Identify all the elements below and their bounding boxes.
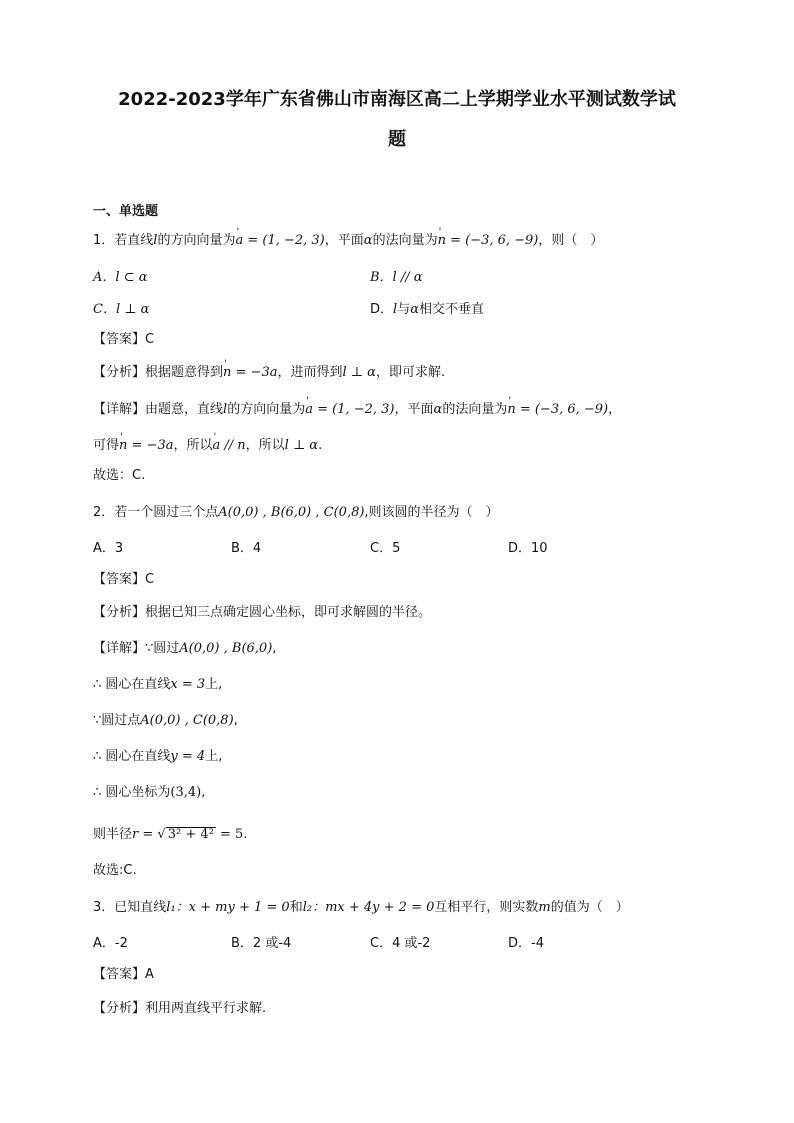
q1-analysis-equation: ' n = −3a xyxy=(223,364,277,382)
q1-vector-a: ' a = (1, −2, 3) xyxy=(305,401,394,419)
q1-detail-text: 的法向量为 xyxy=(442,402,508,417)
q3-option-d: D．-4 xyxy=(508,936,544,951)
q2-detail-line-4 xyxy=(93,748,222,766)
q1-analysis-tag: 【分析】 xyxy=(93,365,146,380)
q2-detail-text: 上, xyxy=(205,677,223,692)
q3-stem-text: 的值为（ ） xyxy=(550,900,629,915)
q2-detail-line-5 xyxy=(93,784,205,802)
q2-detail-text: . xyxy=(243,827,248,842)
q2-detail-text: , xyxy=(201,785,206,800)
q3-variable-m: m xyxy=(538,900,551,915)
q1-plane-alpha: α xyxy=(433,402,443,417)
q1-line-l: l xyxy=(393,302,398,317)
q2-detail-text: 上, xyxy=(205,749,223,764)
q2-detail-text: ∴ 圆心坐标为 xyxy=(93,785,171,800)
q2-answer: 【答案】C xyxy=(93,572,155,587)
q2-detail-text: ∵圆过点 xyxy=(93,713,141,728)
q1-option-c: C．l ⊥ α xyxy=(93,302,150,317)
q1-plane-alpha: α xyxy=(410,302,419,317)
q1-stem-text: ，则（ ） xyxy=(538,233,604,248)
q1-analysis xyxy=(93,364,445,382)
document-title-line-1: 2022-2023学年广东省佛山市南海区高二上学期学业水平测试数学试 xyxy=(118,89,676,110)
q2-detail-result: = 5 xyxy=(219,827,244,842)
q1-line-l: l xyxy=(153,233,158,248)
q1-detail-equation: ' n = −3a xyxy=(119,437,173,455)
q1-analysis-text: ，即可求解. xyxy=(375,365,446,380)
q2-detail-points: A(0,0) , C(0,8) xyxy=(140,713,234,728)
q1-option-d-text: 相交不垂直 xyxy=(418,302,484,317)
q1-stem-text: 的方向向量为 xyxy=(157,233,236,248)
q1-plane-alpha: α xyxy=(363,233,373,248)
q3-line-l1: l₁： xyxy=(166,900,189,915)
q1-answer: 【答案】C xyxy=(93,332,155,347)
q2-option-c: C．5 xyxy=(370,541,401,556)
q2-stem-text: ,则该圆的半径为（ ） xyxy=(364,505,499,520)
q2-option-b: B．4 xyxy=(231,541,262,556)
q1-stem-text: 的法向量为 xyxy=(372,233,438,248)
q1-option-a: A．l ⊂ α xyxy=(93,270,148,285)
q2-detail-line-2 xyxy=(93,676,222,694)
q1-option-b: B．l // α xyxy=(370,270,423,285)
q1-detail-text: . xyxy=(318,438,323,453)
q2-detail-sqrt: 3² + 4² xyxy=(167,827,214,842)
q1-analysis-perp: l ⊥ α xyxy=(342,365,376,380)
q2-detail-line-3 xyxy=(93,712,238,730)
q1-detail-text: ，平面 xyxy=(394,402,434,417)
q3-line-l2: l₂： xyxy=(302,900,326,915)
q2-detail-line-6 xyxy=(93,826,247,844)
q1-analysis-text: 根据题意得到 xyxy=(145,365,224,380)
q1-option-d xyxy=(370,301,484,319)
q2-stem-text: 2．若一个圆过三个点 xyxy=(93,505,219,520)
q2-detail-equation: (3,4) xyxy=(170,785,202,800)
q2-detail-equation: y = 4 xyxy=(170,749,206,764)
q3-stem-text: 3．已知直线 xyxy=(93,900,167,915)
q1-detail-text: ，所以 xyxy=(245,438,285,453)
q2-detail-line-1 xyxy=(93,640,276,658)
q1-detail-line-2 xyxy=(93,437,322,455)
q3-analysis: 【分析】利用两直线平行求解. xyxy=(93,1001,267,1016)
q2-detail-points: A(0,0) , B(6,0) xyxy=(179,641,273,656)
q2-detail-text: ∴ 圆心在直线 xyxy=(93,749,171,764)
section-heading: 一、单选题 xyxy=(93,204,159,219)
q2-detail-text: ∴ 圆心在直线 xyxy=(93,677,171,692)
q2-conclusion: 故选:C. xyxy=(93,863,137,878)
q2-points: A(0,0) , B(6,0) , C(0,8) xyxy=(218,505,365,520)
q1-stem-text: 1．若直线 xyxy=(93,233,154,248)
sqrt-symbol: √ xyxy=(157,827,166,842)
q1-detail-text: 由题意，直线 xyxy=(145,402,224,417)
q2-stem xyxy=(93,504,499,522)
q1-detail-text: 的方向向量为 xyxy=(227,402,306,417)
q3-option-c: C．4 或-2 xyxy=(370,936,431,951)
q2-detail-text: ∵圆过 xyxy=(145,641,180,656)
q3-stem-text: 和 xyxy=(289,900,303,915)
q1-conclusion: 故选：C. xyxy=(93,468,146,483)
q2-detail-radius: r = xyxy=(132,827,154,842)
q1-vector-n: ' n = (−3, 6, −9) xyxy=(507,401,608,419)
q1-stem xyxy=(93,232,603,250)
q1-vector-n: ' n = (−3, 6, −9) xyxy=(438,232,539,250)
q1-detail-text: ， xyxy=(608,402,622,417)
q3-option-a: A．-2 xyxy=(93,936,128,951)
q1-option-d-label: D． xyxy=(370,302,394,317)
q2-option-d: D．10 xyxy=(508,541,548,556)
q3-answer: 【答案】A xyxy=(93,967,154,982)
q3-stem-text: 互相平行，则实数 xyxy=(434,900,539,915)
q1-detail-perp: l ⊥ α xyxy=(284,438,319,453)
q1-option-d-text: 与 xyxy=(397,302,411,317)
q2-detail-equation: x = 3 xyxy=(170,677,206,692)
q1-detail-text: 可得 xyxy=(93,438,120,453)
q2-option-a: A．3 xyxy=(93,541,124,556)
q1-analysis-text: ，进而得到 xyxy=(277,365,343,380)
q1-detail-parallel: ' a // n xyxy=(212,437,245,455)
q2-detail-tag: 【详解】 xyxy=(93,641,146,656)
q1-vector-a: ' a = (1, −2, 3) xyxy=(235,232,324,250)
q2-detail-text: 则半径 xyxy=(93,827,133,842)
q1-detail-tag: 【详解】 xyxy=(93,402,146,417)
q3-equation-1: x + my + 1 = 0 xyxy=(188,900,290,915)
document-title-line-2: 题 xyxy=(388,129,406,150)
q1-stem-text: ，平面 xyxy=(324,233,364,248)
q2-detail-text: , xyxy=(272,641,277,656)
q1-detail-line-1 xyxy=(93,401,621,419)
q1-detail-text: ，所以 xyxy=(173,438,213,453)
q3-stem xyxy=(93,899,629,917)
q3-option-b: B．2 或-4 xyxy=(231,936,292,951)
q2-detail-text: , xyxy=(233,713,238,728)
q2-analysis: 【分析】根据已知三点确定圆心坐标，即可求解圆的半径。 xyxy=(93,605,432,620)
q1-line-l: l xyxy=(223,402,228,417)
q3-equation-2: mx + 4y + 2 = 0 xyxy=(325,900,435,915)
